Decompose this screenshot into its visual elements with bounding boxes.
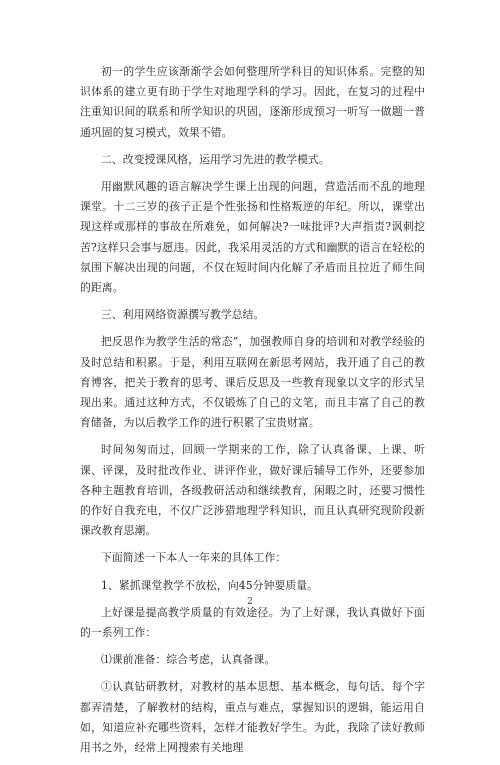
section-heading-network-resources: 三、利用网络资源撰写教学总结。 [101, 308, 265, 322]
paragraph-good-lessons: 上好课是提高教学质量的有效途径。为了上好课，我认真做好下面的一系列工作： [80, 605, 425, 640]
paragraph-semester-review: 时间匆匆而过，回顾一学期来的工作，除了认真备课、上课、听课、评课，及时批改作业、讲评作业，做好课后辅导工作外，还要参加各种主题教育培训，各级教研活动和继续教育，闲暇之时，还要习惯性的作好自我充电，不仅广泛涉猎地理学科知识，而且认真研究现阶段新课改教育思潮。 [80, 443, 425, 538]
list-item-classroom-teaching: 1、紧抓课堂教学不放松，向45分钟要质量。 [101, 578, 319, 592]
list-item-lesson-preparation: ⑴课前准备：综合考虑，认真备课。 [101, 653, 276, 667]
document-body [80, 62, 425, 765]
paragraph-reflection-blog: 把反思作为教学生活的常态”，加强教师自身的培训和对教学经验的及时总结和积累。于是，利用互联网在新思考网站，我开通了自己的教育博客，把关于教育的思考、课后反思及一些教育现象以文字的形式呈现出来。通过这种方式，不仅锻炼了自己的文笔，而且丰富了自己的教育储备，为以后教学工作的进行积累了宝贵财富。 [80, 335, 425, 430]
paragraph-study-textbook: ①认真钻研教材，对教材的基本思想、基本概念，每句话、每个字都弄清楚，了解教材的结构，重点与难点，掌握知识的逻辑，能运用自如，知道应补充哪些资料，怎样才能教好学生。为此，我除了读好教师用书之外，经常上网搜索有关地理 [80, 680, 425, 755]
section-heading-teaching-style: 二、改变授课风格，运用学习先进的教学模式。 [101, 152, 330, 166]
paragraph-humor-teaching: 用幽默风趣的语言解决学生课上出现的问题，营造活而不乱的地理课堂。十二三岁的孩子正是个性张扬和性格叛逆的年纪。所以，课堂出现这样或那样的事故在所难免，如何解决?一味批评?大声指责?讽刺挖苦?这样只会事与愿违。因此，我采用灵活的方式和幽默的语言在轻松的氛围下解决出现的问题，不仅在短时间内化解了矛盾而且拉近了师生间的距离。 [80, 180, 425, 295]
page-number: 2 [247, 597, 253, 607]
paragraph-knowledge-system: 初一的学生应该渐渐学会如何整理所学科目的知识体系。完整的知识体系的建立更有助于学生对地理学科的学习。因此，在复习的过程中注重知识间的联系和所学知识的巩固，逐渐形成预习一听写一做题一普通巩固的复习模式，效果不错。 [80, 65, 425, 139]
paragraph-work-intro: 下面简述一下本人一年来的具体工作： [101, 551, 287, 565]
